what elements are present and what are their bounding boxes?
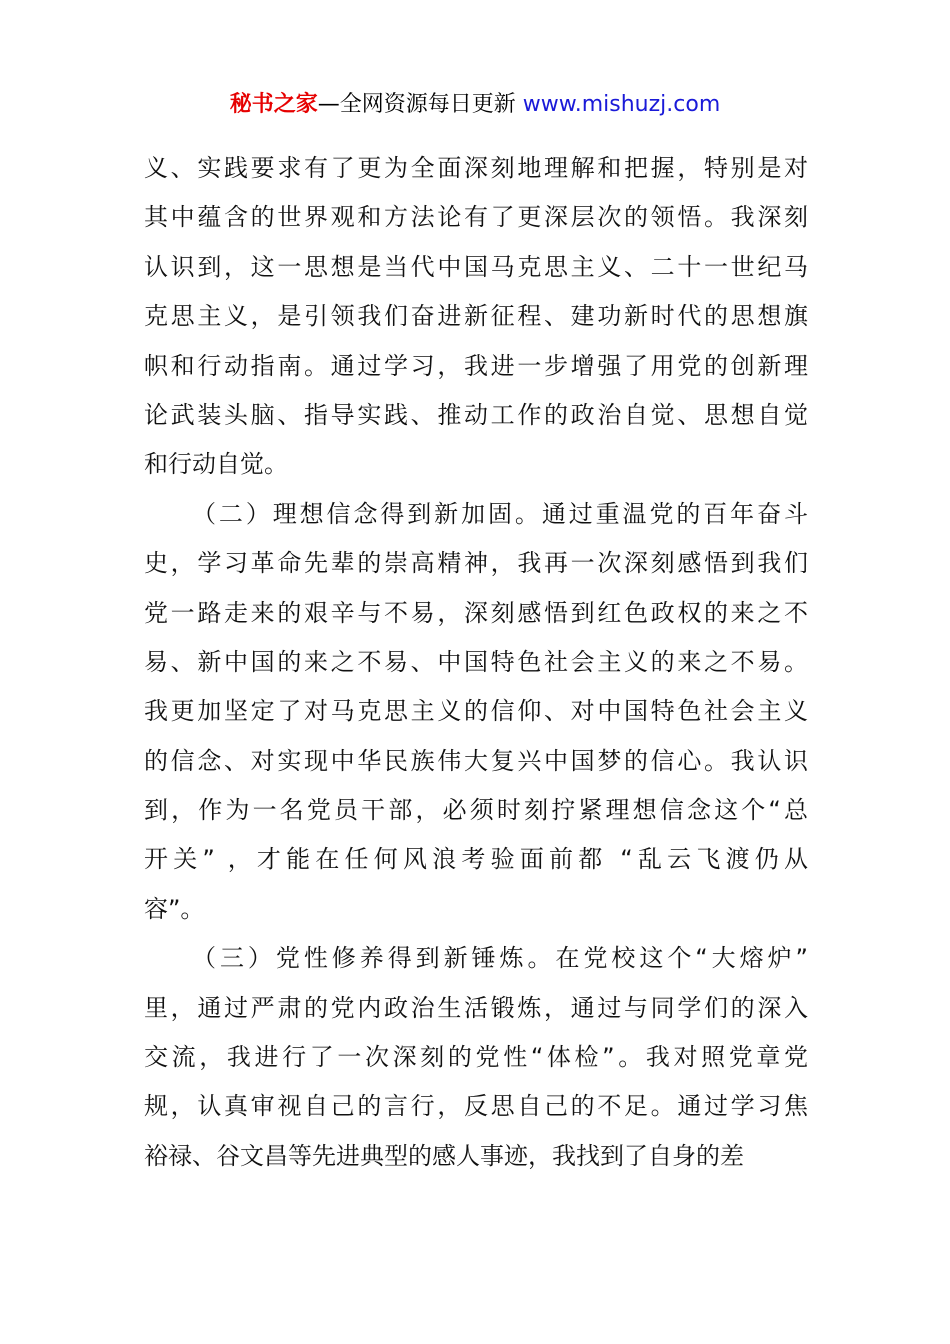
paragraph-line: 容”。 <box>144 894 205 923</box>
header-tagline: 全网资源每日更新 <box>339 92 516 117</box>
paragraph-line: 到，作为一名党员干部，必须时刻拧紧理想信念这个“总 <box>144 796 808 825</box>
paragraph-line: 论武装头脑、指导实践、推动工作的政治自觉、思想自觉 <box>144 400 808 429</box>
paragraph-line: 裕禄、谷文昌等先进典型的感人事迹，我找到了自身的差 <box>144 1141 744 1170</box>
paragraph-line: 规，认真审视自己的言行，反思自己的不足。通过学习焦 <box>144 1092 808 1121</box>
paragraph-line: 易、新中国的来之不易、中国特色社会主义的来之不易。 <box>144 647 808 676</box>
paragraph-line: （三）党性修养得到新锤炼。在党校这个“大熔炉” <box>192 944 808 973</box>
paragraph <box>144 144 808 490</box>
paragraph-line: 的信念、对实现中华民族伟大复兴中国梦的信心。我认识 <box>144 746 808 775</box>
paragraph-line: 史，学习革命先辈的崇高精神，我再一次深刻感悟到我们 <box>144 549 808 578</box>
paragraph-line: 其中蕴含的世界观和方法论有了更深层次的领悟。我深刻 <box>144 203 808 232</box>
paragraph-line: 帜和行动指南。通过学习，我进一步增强了用党的创新理 <box>144 351 808 380</box>
paragraph-line: （二）理想信念得到新加固。通过重温党的百年奋斗 <box>192 499 808 528</box>
paragraph-line: 开关” ，才能在任何风浪考验面前都 “乱云飞渡仍从 <box>144 845 808 874</box>
paragraph-line: 和行动自觉。 <box>144 450 288 479</box>
header-url-link[interactable]: www.mishuzj.com <box>522 92 721 117</box>
paragraph <box>144 934 808 1181</box>
paragraph <box>144 490 808 935</box>
paragraph-line: 党一路走来的艰辛与不易，深刻感悟到红色政权的来之不 <box>144 598 808 627</box>
header-brand: 秘书之家 <box>229 92 318 117</box>
paragraph-line: 里，通过严肃的党内政治生活锻炼，通过与同学们的深入 <box>144 993 808 1022</box>
paragraph-line: 认识到，这一思想是当代中国马克思主义、二十一世纪马 <box>144 252 808 281</box>
header-dash: — <box>317 92 340 117</box>
paragraph-line: 义、实践要求有了更为全面深刻地理解和把握，特别是对 <box>144 154 808 182</box>
page-header <box>0 88 950 122</box>
paragraph-line: 我更加坚定了对马克思主义的信仰、对中国特色社会主义 <box>144 697 808 726</box>
paragraph-line: 克思主义，是引领我们奋进新征程、建功新时代的思想旗 <box>144 302 808 331</box>
paragraph-line: 交流，我进行了一次深刻的党性“体检”。我对照党章党 <box>144 1043 808 1072</box>
document-body <box>144 144 808 1181</box>
